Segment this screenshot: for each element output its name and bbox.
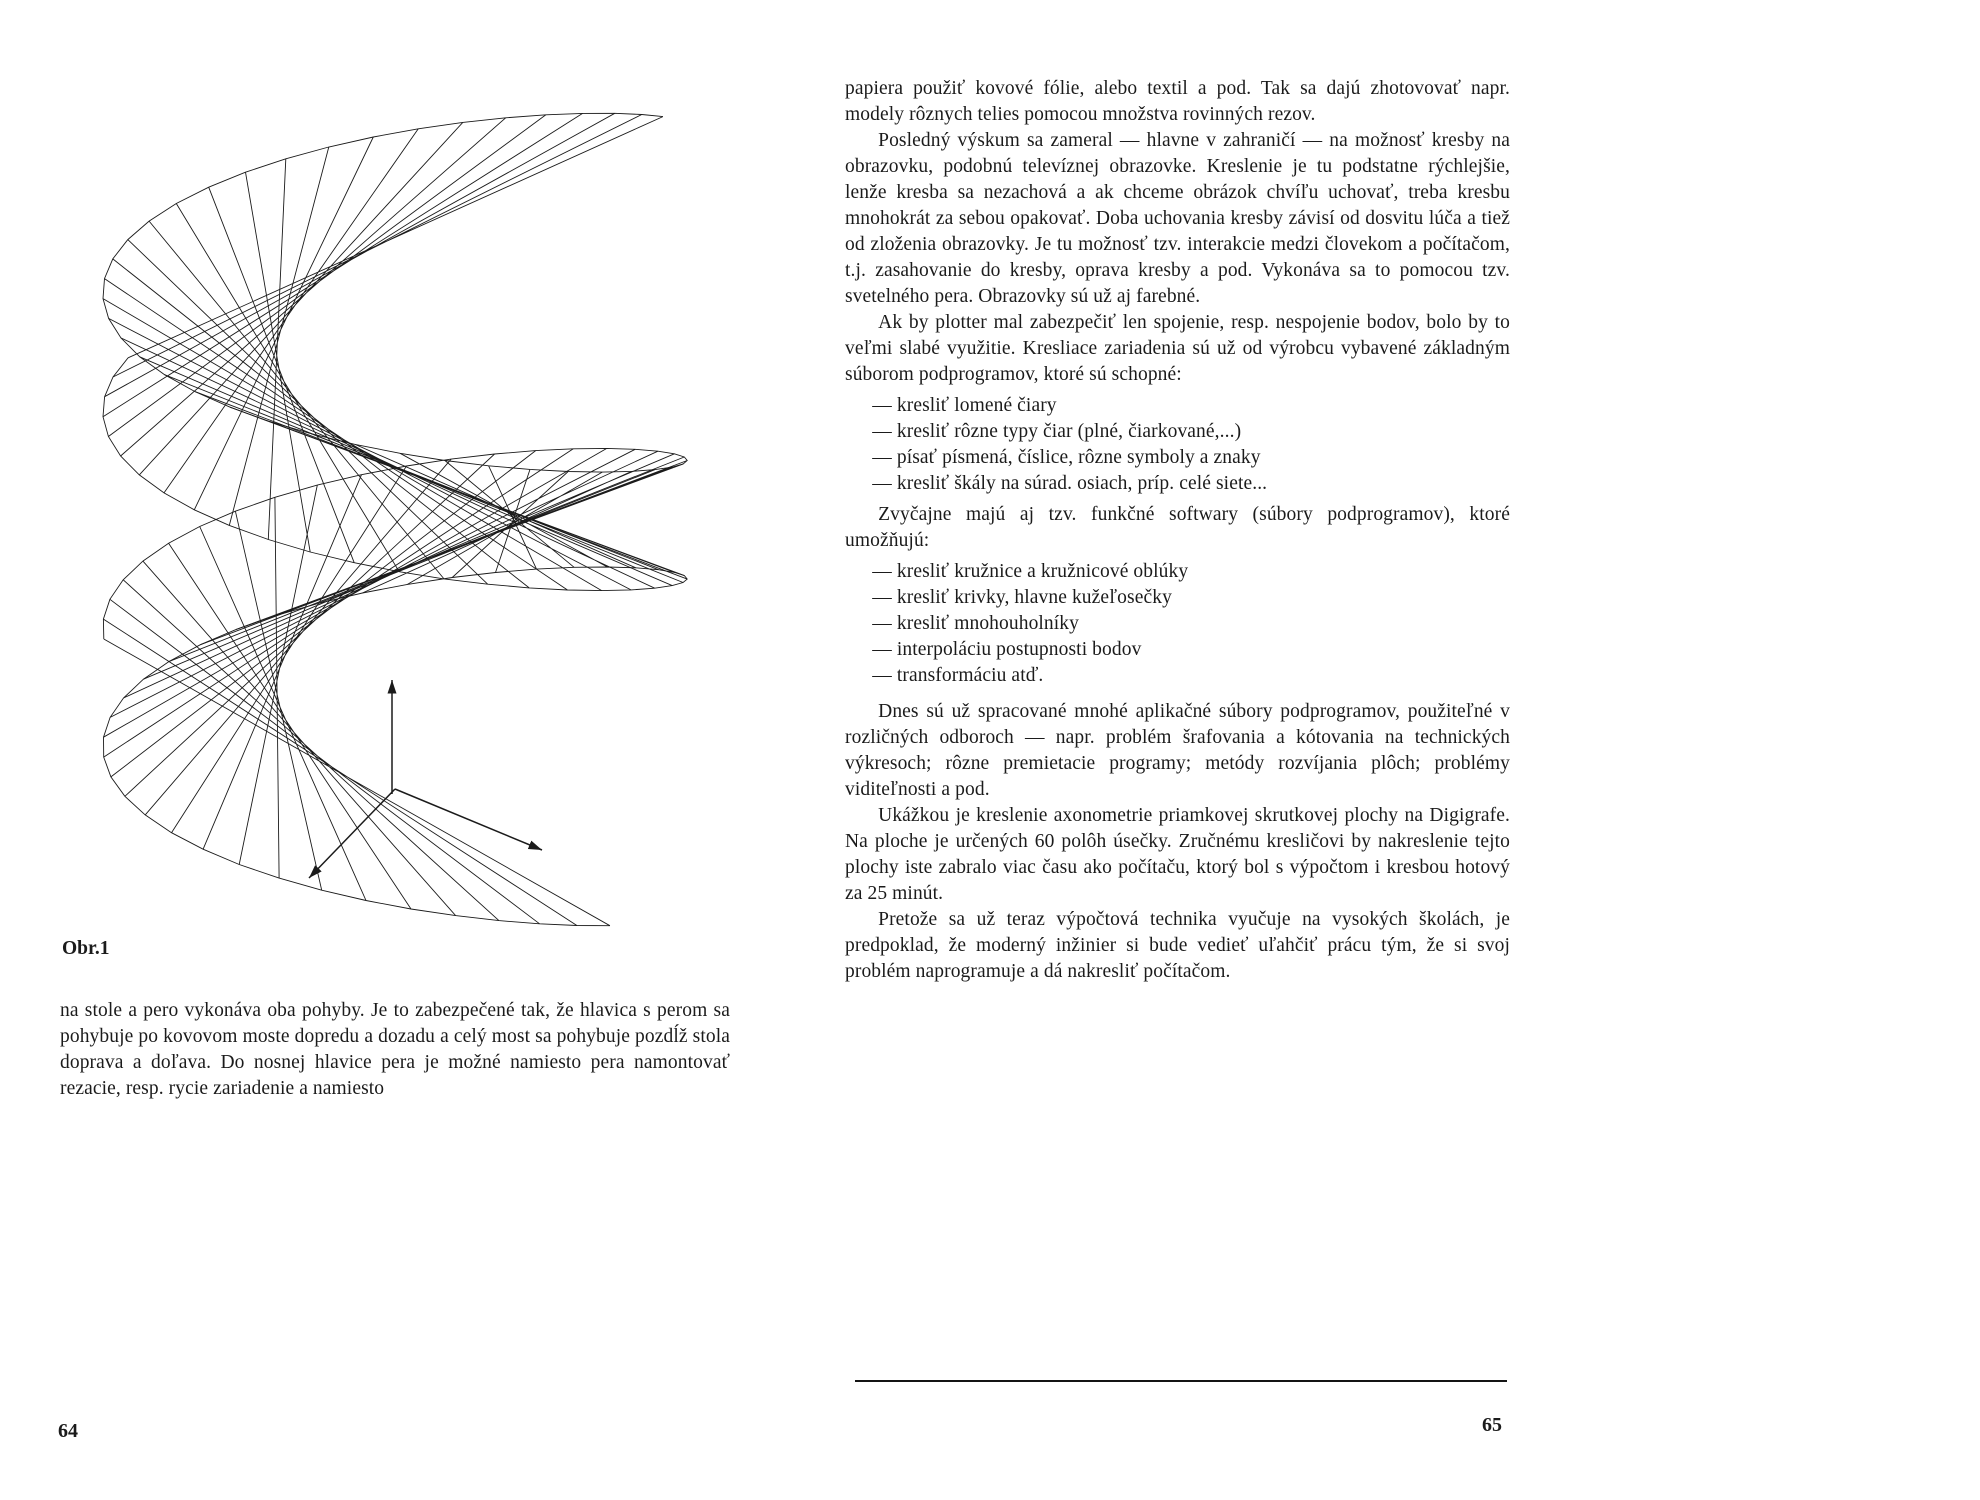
figure-drawing: [55, 58, 735, 970]
surface-edge-curve-a: [103, 358, 687, 926]
paragraph-education: Pretože sa už teraz výpočtová technika vyučuje na vysokých školách, je predpoklad, že moderný inžinier si bude vedieť uľahčiť prácu tým, že si svoj problém naprogramuje a dá nakresliť počítačom.: [845, 909, 1510, 982]
paragraph-screen-drawing: Posledný výskum sa zameral — hlavne v zahraničí — na možnosť kresby na obrazovku, podobnú televíznej obrazovke. Kreslenie je tu podstatne rýchlejšie, lenže kresba sa nezachová a ak chceme obrázok chvíľu uchovať, treba kresbu mnohokrát za sebou opakovať. Doba uchovania kresby závisí od dosvitu lúča a tiež od zloženia obrazovky. Je tu možnosť tzv. interakcie medzi človekom a počítačom, t.j. zasahovanie do kresby, oprava kresby a pod. Vykonáva sa to pomocou tzv. svetelného pera. Obrazovky sú už aj farebné.: [845, 130, 1510, 307]
right-page-column: [845, 76, 1510, 985]
figure-helical-surface: [55, 58, 735, 970]
list-functional-software: [845, 559, 1510, 689]
paragraph-plotter-capabilities: Ak by plotter mal zabezpečiť len spojenie, resp. nespojenie bodov, bolo by to veľmi slabé využitie. Kresliace zariadenia sú už od výrobcu vybavené základným súborom podprogramov, ktoré sú schopné:: [845, 312, 1510, 385]
footnote-rule: [855, 1380, 1507, 1382]
list-item: — kresliť mnohouholníky: [872, 613, 1080, 634]
page-number-left: 64: [58, 1420, 78, 1442]
surface-generators: [103, 113, 687, 925]
page-number-right: 65: [1482, 1414, 1502, 1436]
list-item: — písať písmená, číslice, rôzne symboly a znaky: [872, 447, 1261, 468]
figure-caption: Obr.1: [62, 938, 110, 959]
list-basic-subprograms: [845, 393, 1510, 497]
coordinate-axis-y: [395, 789, 542, 850]
list-item: — transformáciu atď.: [872, 665, 1044, 686]
paragraph-functional-software: Zvyčajne majú aj tzv. funkčné softwary (súbory podprogramov), ktoré umožňujú:: [845, 504, 1510, 551]
list-item: — kresliť kružnice a kružnicové oblúky: [872, 561, 1189, 582]
paragraph-application-libraries: Dnes sú už spracované mnohé aplikačné súbory podprogramov, použiteľné v rozličných odboroch — napr. problém šrafovania a kótovania na technických výkresoch; rôzne premietacie programy; metódy rozvíjania plôch; problémy viditeľnosti a pod.: [845, 701, 1510, 800]
list-item: — kresliť krivky, hlavne kužeľosečky: [872, 587, 1172, 608]
list-item: — kresliť lomené čiary: [872, 395, 1057, 416]
paragraph-digigraf-example: Ukážkou je kreslenie axonometrie priamkovej skrutkovej plochy na Digigrafe. Na ploche je určených 60 polôh úsečky. Zručnému kresličovi by nakreslenie tejto plochy iste zabralo viac času ako počítaču, ktorý bol s výpočtom i kresbou hotový za 25 minút.: [845, 805, 1510, 904]
paragraph-continuation: papiera použiť kovové fólie, alebo textil a pod. Tak sa dajú zhotovovať napr. modely rôznych telies pomocou množstva rovinných rezov.: [845, 78, 1510, 125]
list-item: — kresliť škály na súrad. osiach, príp. celé siete...: [872, 473, 1268, 494]
list-item: — interpoláciu postupnosti bodov: [872, 639, 1142, 660]
list-item: — kresliť rôzne typy čiar (plné, čiarkované,...): [872, 421, 1242, 442]
left-page-paragraph: na stole a pero vykonáva oba pohyby. Je to zabezpečené tak, že hlavica s perom sa pohybuje po kovovom moste dopredu a dozadu a celý most sa pohybuje pozdĺž stola doprava a doľava. Do nosnej hlavice pera je možné namiesto pera namontovať rezacie, resp. rycie zariadenie a namiesto: [60, 1000, 730, 1099]
